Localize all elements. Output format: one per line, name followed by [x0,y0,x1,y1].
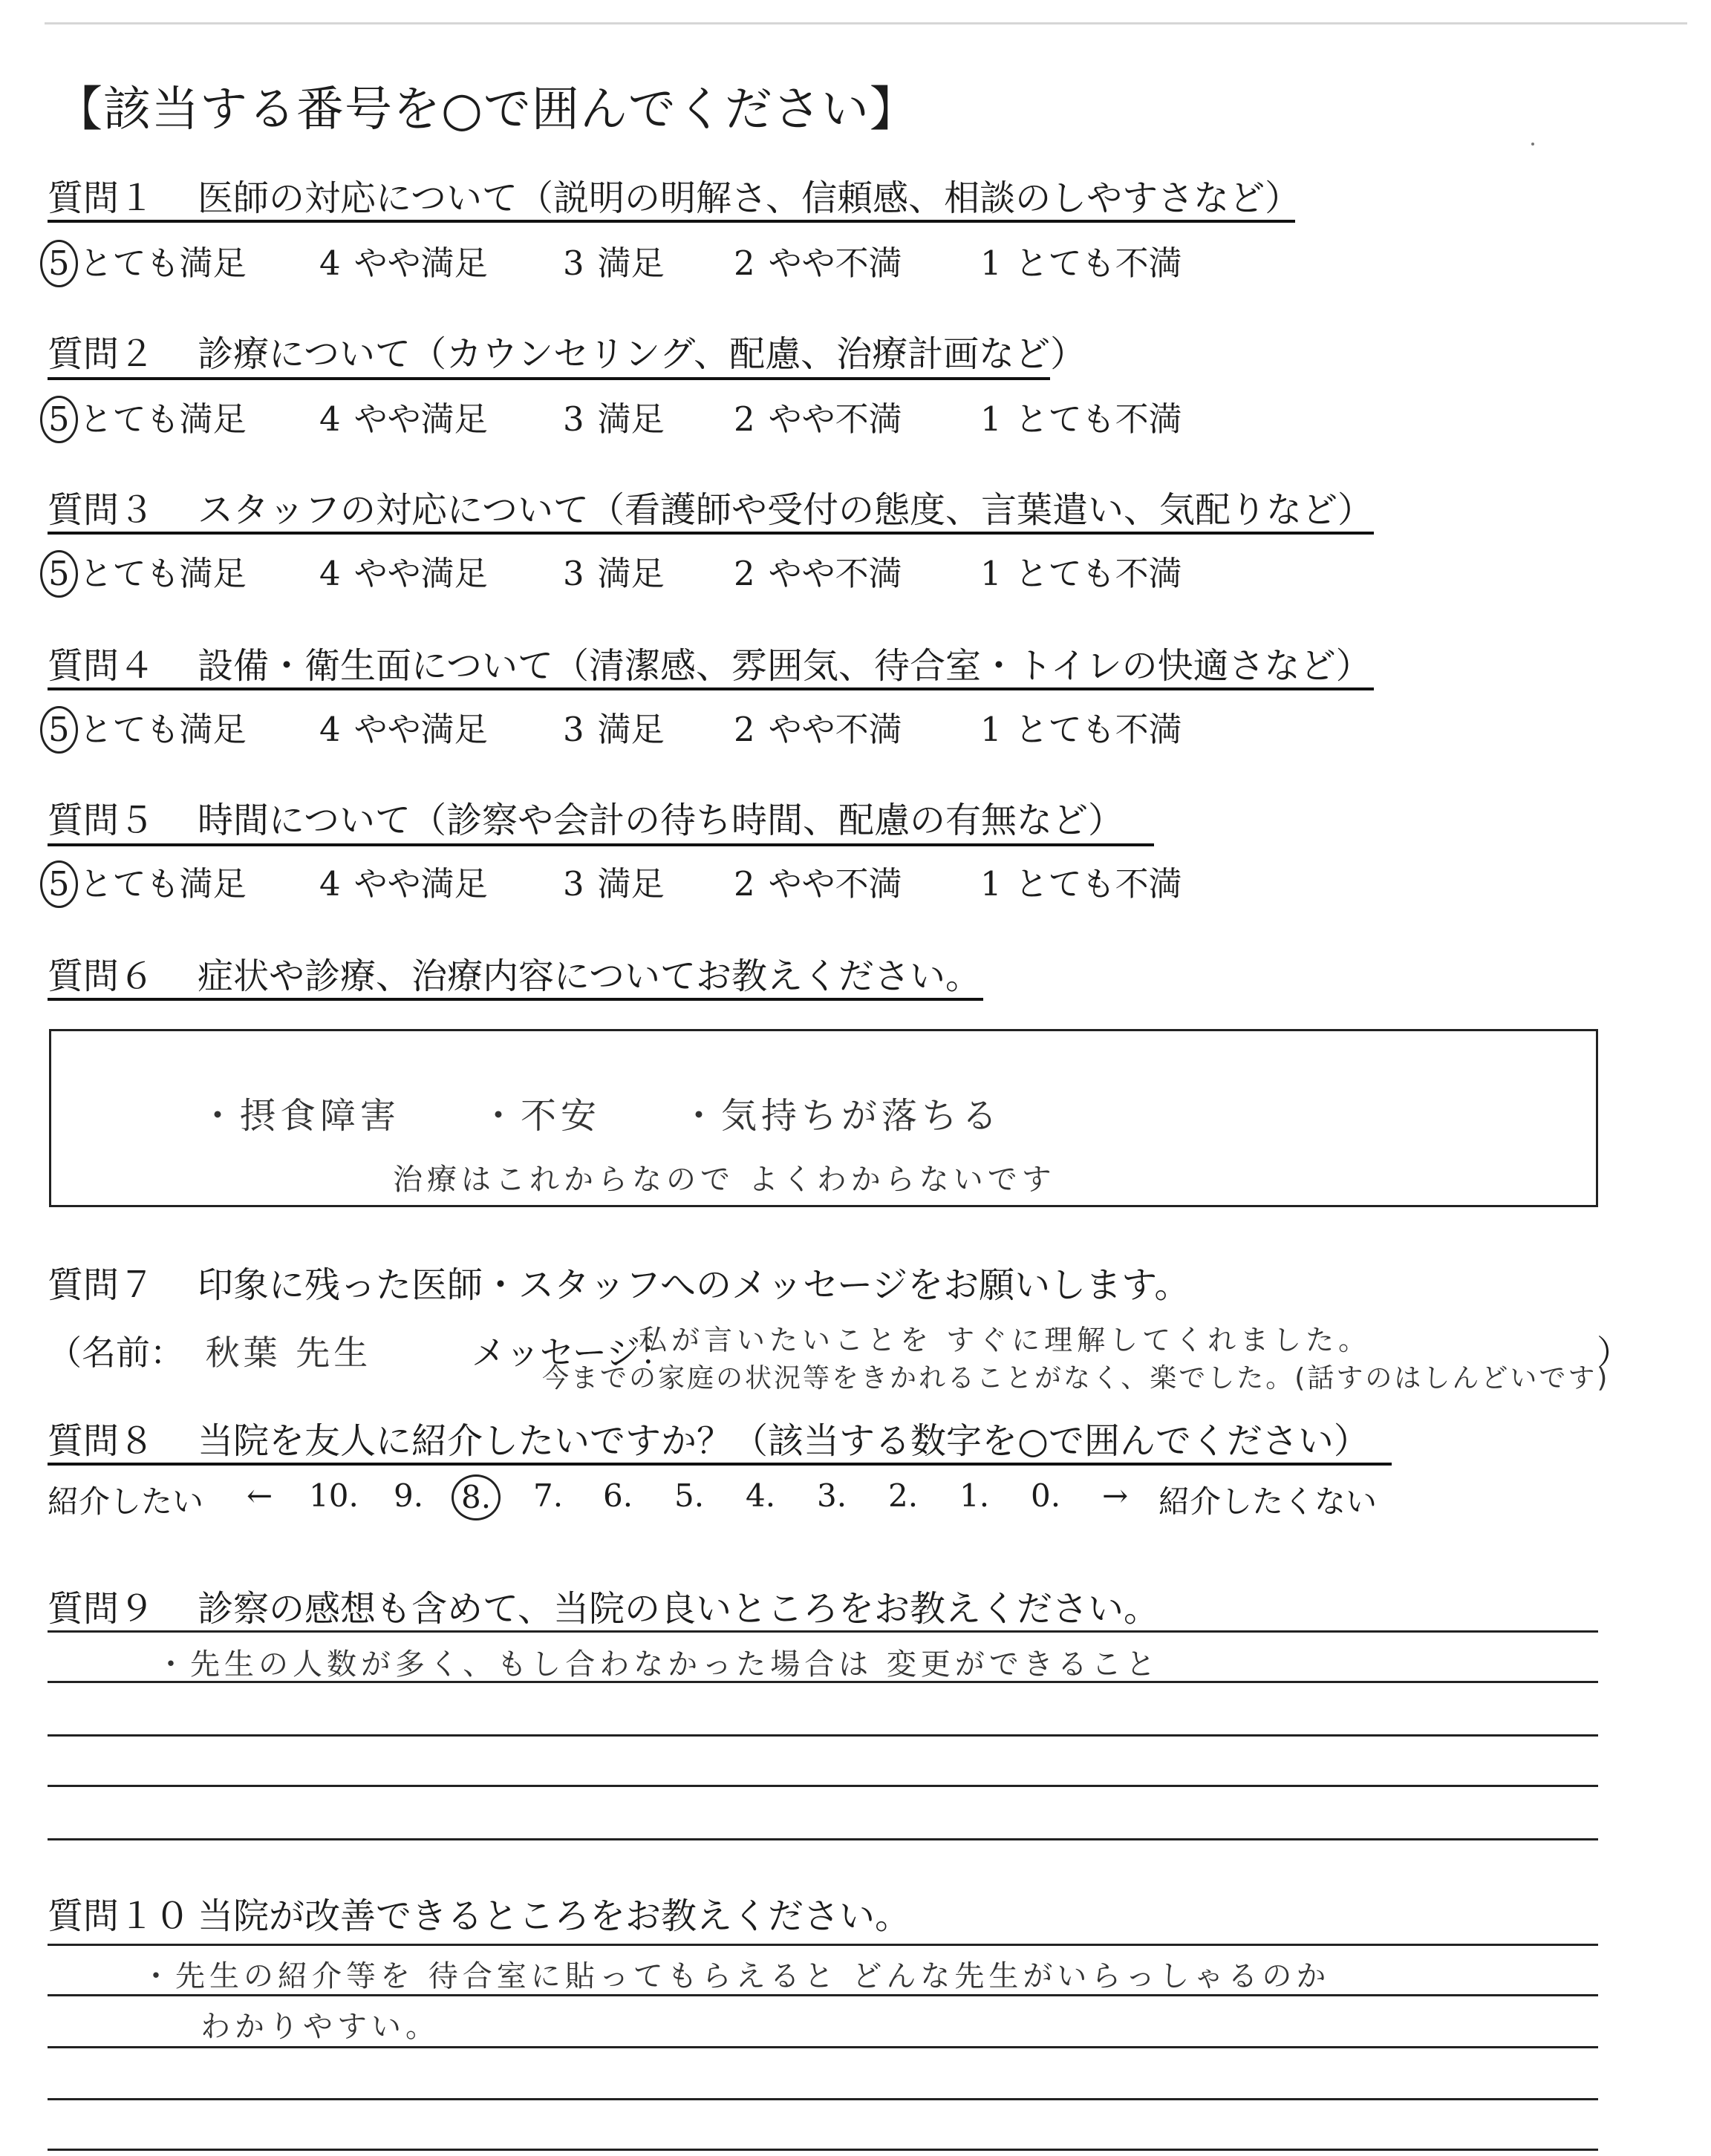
answer-line[interactable] [48,2149,1598,2151]
rating-option-3[interactable]: 3 満足 [563,244,665,283]
question-text: 診療について（カウンセリング、配慮、治療計画など） [198,333,1086,375]
question-underline [48,377,1050,380]
handwritten-answer: ・先生の紹介等を 待合室に貼ってもらえると どんな先生がいらっしゃるのか [141,1959,1331,1993]
scan-speck [1531,143,1534,146]
question-9 [48,1580,1159,1631]
rating-option-2[interactable]: 2 やや不満 [734,864,902,904]
rating-option-4[interactable]: 4 やや満足 [319,864,488,904]
scale-value-5[interactable]: 5. [674,1477,705,1514]
scale-value-0[interactable]: 0. [1031,1477,1061,1514]
answer-line[interactable] [48,1681,1598,1683]
selected-circle: 5 [40,550,78,598]
rating-option-2[interactable]: 2 やや不満 [734,554,902,593]
answer-line[interactable] [48,2046,1598,2048]
left-arrow: ← [247,1477,273,1514]
scale-value-1[interactable]: 1. [959,1477,990,1514]
rating-option-2[interactable]: 2 やや不満 [734,244,902,283]
question-text: 当院を友人に紹介したいですか？（該当する数字を○で囲んでください） [198,1420,1369,1462]
selected-circle: 5 [40,396,78,443]
scale-value-6[interactable]: 6. [603,1477,633,1514]
rating-options-q2 [48,392,1236,437]
answer-line [48,1630,1598,1633]
selected-circle: 5 [40,706,78,754]
rating-option-5[interactable]: 5 とても満足 [48,392,247,443]
rating-option-3[interactable]: 3 満足 [563,864,665,904]
scale-value-8-selected[interactable]: 8. [452,1474,501,1520]
question-number: 質問５ [48,800,155,841]
question-text: 症状や診療、治療内容についてお教えください。 [198,956,982,997]
close-paren: ） [1597,1333,1631,1373]
question-underline [48,687,1374,690]
rating-option-5[interactable]: 5 とても満足 [48,546,247,598]
handwritten-answer: わかりやすい。 [201,2010,440,2044]
rating-options-q1 [48,236,1236,281]
rating-option-3[interactable]: 3 満足 [563,399,665,439]
q6-answer-box[interactable] [49,1029,1598,1207]
question-text: スタッフの対応について（看護師や受付の態度、言葉遣い、気配りなど） [198,489,1374,531]
question-1 [48,169,1300,220]
question-7 [48,1256,1190,1307]
handwritten-answer: 治療はこれからなので よくわからないです [393,1163,1056,1197]
answer-line [48,1944,1598,1946]
scale-left-label: 紹介したい [48,1483,204,1520]
rating-option-2[interactable]: 2 やや不満 [734,710,902,749]
rating-options-q5 [48,857,1236,904]
rating-option-5[interactable]: 5 とても満足 [48,236,247,287]
question-8 [48,1412,1369,1463]
scale-right-label: 紹介したくない [1158,1483,1378,1520]
name-label: （名前： [48,1333,184,1373]
scale-value-9[interactable]: 9. [394,1477,424,1514]
rating-options-q3 [48,546,1236,591]
question-number: 質問３ [48,489,155,531]
rating-options-q4 [48,702,1236,747]
handwritten-answer: ・先生の人数が多く、もし合わなかった場合は 変更ができること [156,1647,1160,1682]
question-text: 設備・衛生面について（清潔感、雰囲気、待合室・トイレの快適さなど） [198,645,1372,687]
question-underline [48,843,1154,846]
rating-option-4[interactable]: 4 やや満足 [319,399,488,439]
name-value: 秋葉 先生 [205,1333,372,1373]
handwritten-answer: ・摂食障害 ・不安 ・気持ちが落ちる [200,1095,1003,1137]
rating-option-1[interactable]: 1 とても不満 [980,554,1182,593]
scale-value-3[interactable]: 3. [817,1477,847,1514]
message-line-1: 私が言いたいことを すぐに理解してくれました。 [639,1324,1372,1356]
question-2 [48,325,1086,376]
answer-line[interactable] [48,1994,1598,1996]
rating-option-1[interactable]: 1 とても不満 [980,399,1182,439]
rating-option-3[interactable]: 3 満足 [563,554,665,593]
question-number: 質問１ [48,177,155,219]
right-arrow: → [1102,1477,1129,1514]
selected-circle: 5 [40,240,78,287]
question-text: 医師の対応について（説明の明解さ、信頼感、相談のしやすさなど） [198,177,1301,219]
recommend-scale [48,1477,1533,1522]
question-text: 印象に残った医師・スタッフへのメッセージをお願いします。 [198,1264,1190,1306]
question-underline [48,220,1295,223]
answer-line[interactable] [48,2098,1598,2100]
message-line-2: 今までの家庭の状況等をきかれることがなく、楽でした。(話すのはしんどいです) [542,1363,1610,1394]
rating-option-4[interactable]: 4 やや満足 [319,244,488,283]
question-6 [48,947,981,999]
rating-option-2[interactable]: 2 やや不満 [734,399,902,439]
message-label: メッセージ： [471,1333,675,1373]
question-number: 質問６ [48,956,155,997]
question-10 [48,1887,910,1938]
page-top-edge [45,22,1687,24]
rating-option-4[interactable]: 4 やや満足 [319,554,488,593]
page-heading: 【該当する番号を○で囲んでください】 [55,82,918,137]
question-text: 診察の感想も含めて、当院の良いところをお教えください。 [198,1588,1160,1630]
answer-line[interactable] [48,1785,1598,1787]
answer-line[interactable] [48,1838,1598,1840]
question-number: 質問８ [48,1420,155,1462]
question-5 [48,791,1124,843]
question-underline [48,998,983,1001]
question-number: 質問７ [48,1264,155,1306]
rating-option-5[interactable]: 5 とても満足 [48,857,247,908]
scale-value-10[interactable]: 10. [309,1477,359,1514]
question-text: 時間について（診察や会計の待ち時間、配慮の有無など） [198,800,1124,841]
question-underline [48,532,1374,535]
question-underline [48,1463,1392,1466]
rating-option-5[interactable]: 5 とても満足 [48,702,247,754]
selected-circle: 5 [40,860,78,908]
question-number: 質問２ [48,333,155,375]
scale-value-4[interactable]: 4. [746,1477,776,1514]
question-number: 質問１０ [48,1895,191,1937]
question-number: 質問９ [48,1588,155,1630]
scale-value-7[interactable]: 7. [533,1477,564,1514]
question-text: 当院が改善できるところをお教えください。 [198,1895,911,1937]
question-number: 質問４ [48,645,155,687]
scale-value-2[interactable]: 2. [888,1477,919,1514]
answer-line[interactable] [48,1734,1598,1737]
rating-option-3[interactable]: 3 満足 [563,710,665,749]
rating-option-4[interactable]: 4 やや満足 [319,710,488,749]
rating-option-1[interactable]: 1 とても不満 [980,864,1182,904]
rating-option-1[interactable]: 1 とても不満 [980,710,1182,749]
question-3 [48,481,1373,532]
question-4 [48,637,1372,688]
rating-option-1[interactable]: 1 とても不満 [980,244,1182,283]
